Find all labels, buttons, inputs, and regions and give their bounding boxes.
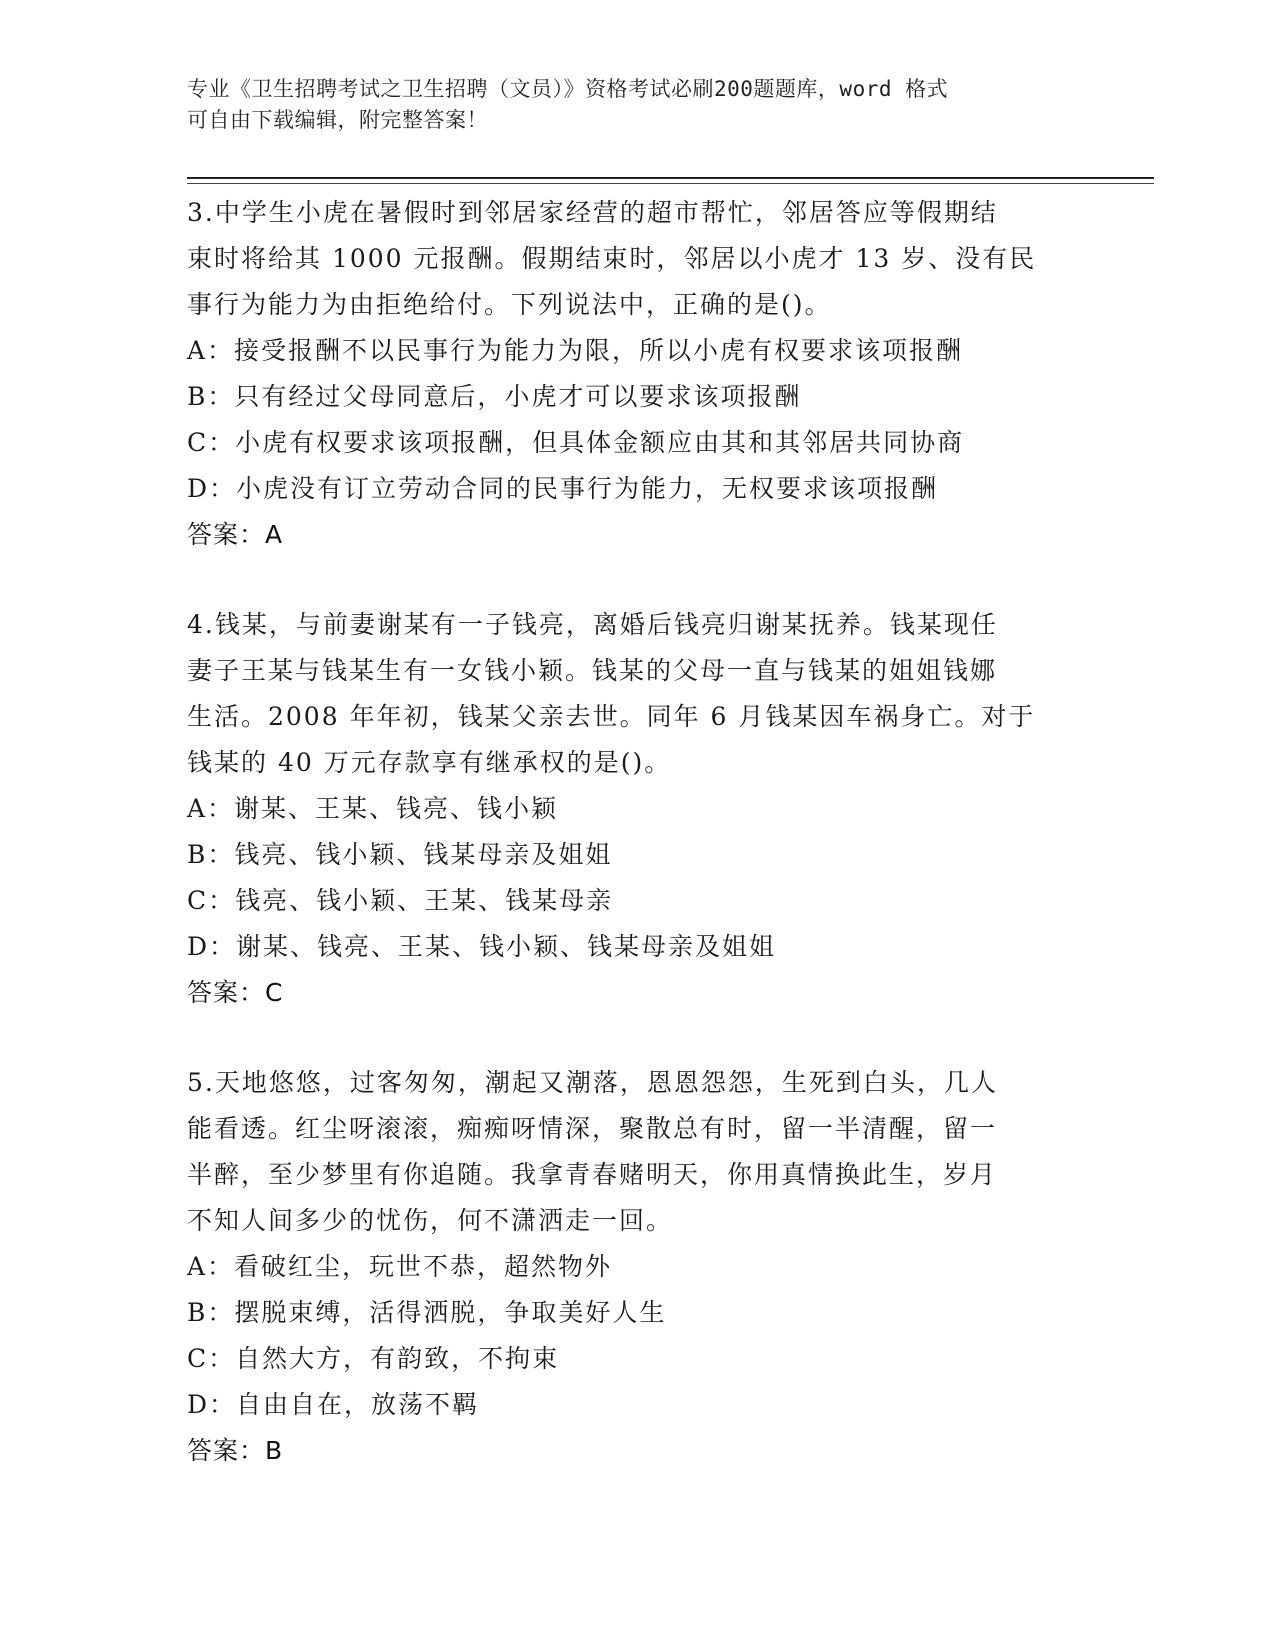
- question-stem: [187, 190, 1067, 328]
- question-stem-line: 3.中学生小虎在暑假时到邻居家经营的超市帮忙，邻居答应等假期结: [187, 198, 998, 227]
- question-4: [187, 602, 1067, 1016]
- question-stem-line: 不知人间多少的忧伤，何不潇洒走一回。: [187, 1206, 674, 1235]
- option-c: C：小虎有权要求该项报酬，但具体金额应由其和其邻居共同协商: [187, 428, 965, 457]
- question-stem: [187, 602, 1067, 786]
- questions-section: [187, 190, 1067, 1474]
- answer-label: 答案：C: [187, 978, 284, 1007]
- option-c: C：自然大方，有韵致，不拘束: [187, 1344, 560, 1373]
- question-stem-line: 钱某的 40 万元存款享有继承权的是()。: [187, 748, 672, 777]
- question-stem-line: 事行为能力为由拒绝给付。下列说法中，正确的是()。: [187, 290, 832, 319]
- question-stem-line: 4.钱某，与前妻谢某有一子钱亮，离婚后钱亮归谢某抚养。钱某现任: [187, 610, 998, 639]
- option-b: B：只有经过父母同意后，小虎才可以要求该项报酬: [187, 382, 802, 411]
- question-5: [187, 1060, 1067, 1474]
- header-title-line-2: 可自由下载编辑，附完整答案！: [187, 108, 488, 132]
- question-stem-line: 束时将给其 1000 元报酬。假期结束时，邻居以小虎才 13 岁、没有民: [187, 244, 1037, 273]
- option-d: D：谢某、钱亮、王某、钱小颖、钱某母亲及姐姐: [187, 932, 777, 961]
- answer-label: 答案：B: [187, 1436, 284, 1465]
- header-divider-thin: [187, 183, 1154, 184]
- question-stem-line: 生活。2008 年年初，钱某父亲去世。同年 6 月钱某因车祸身亡。对于: [187, 702, 1036, 731]
- question-spacer: [187, 558, 1067, 602]
- document-header: [187, 74, 1067, 136]
- option-b: B：钱亮、钱小颖、钱某母亲及姐姐: [187, 840, 613, 869]
- question-stem-line: 半醉，至少梦里有你追随。我拿青春赌明天，你用真情换此生，岁月: [187, 1160, 998, 1189]
- header-divider-thick: [187, 177, 1154, 179]
- option-a: A：谢某、王某、钱亮、钱小颖: [187, 794, 559, 823]
- option-a: A：看破红尘，玩世不恭，超然物外: [187, 1252, 613, 1281]
- question-3: [187, 190, 1067, 558]
- option-b: B：摆脱束缚，活得洒脱，争取美好人生: [187, 1298, 667, 1327]
- question-spacer: [187, 1016, 1067, 1060]
- header-title-line-1: 专业《卫生招聘考试之卫生招聘（文员）》资格考试必刷200题题库，word 格式: [187, 77, 949, 101]
- answer-label: 答案：A: [187, 520, 284, 549]
- option-d: D：自由自在，放荡不羁: [187, 1390, 480, 1419]
- option-a: A：接受报酬不以民事行为能力为限，所以小虎有权要求该项报酬: [187, 336, 964, 365]
- question-stem: [187, 1060, 1067, 1244]
- option-c: C：钱亮、钱小颖、王某、钱某母亲: [187, 886, 614, 915]
- option-d: D：小虎没有订立劳动合同的民事行为能力，无权要求该项报酬: [187, 474, 939, 503]
- question-stem-line: 5.天地悠悠，过客匆匆，潮起又潮落，恩恩怨怨，生死到白头，几人: [187, 1068, 998, 1097]
- question-stem-line: 妻子王某与钱某生有一女钱小颖。钱某的父母一直与钱某的姐姐钱娜: [187, 656, 998, 685]
- question-stem-line: 能看透。红尘呀滚滚，痴痴呀情深，聚散总有时，留一半清醒，留一: [187, 1114, 998, 1143]
